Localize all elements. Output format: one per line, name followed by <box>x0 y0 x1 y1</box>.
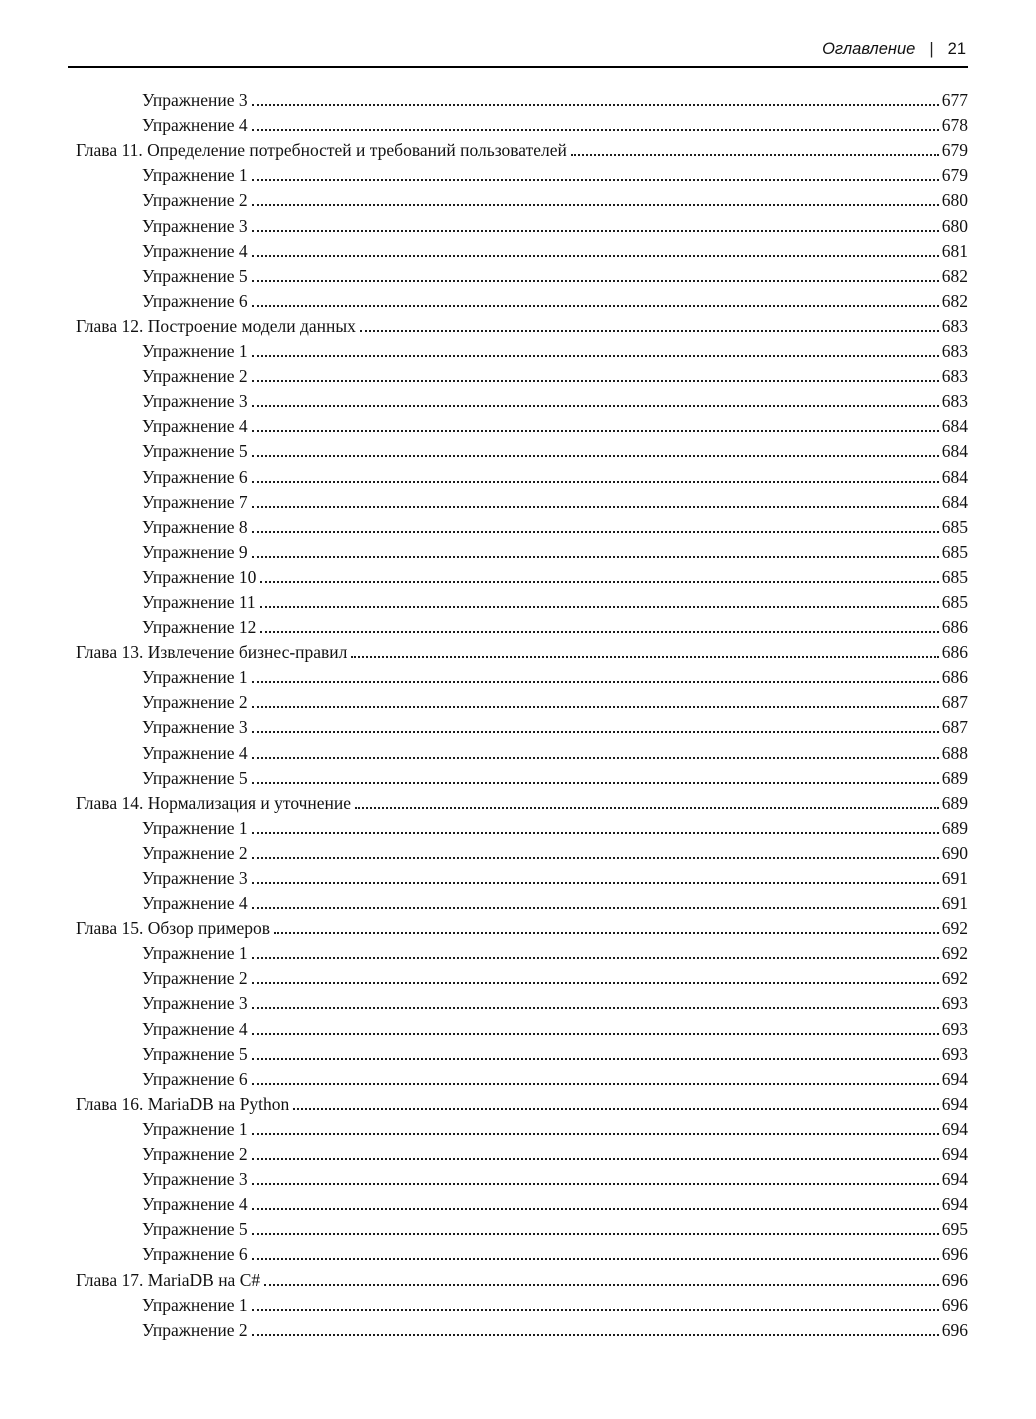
toc-entry-page: 694 <box>941 1169 968 1190</box>
header-separator: | <box>929 40 934 58</box>
toc-entry-page: 685 <box>941 566 968 587</box>
toc-entry-page: 693 <box>941 993 968 1014</box>
toc-entry-label: Упражнение 1 <box>142 943 248 964</box>
toc-entry <box>68 939 968 964</box>
toc-entry-label: Упражнение 1 <box>142 667 248 688</box>
toc-leader-dots <box>252 531 939 533</box>
toc-entry <box>68 362 968 387</box>
toc-entry-page: 692 <box>941 968 968 989</box>
toc-entry-page: 687 <box>941 692 968 713</box>
toc-entry <box>68 1215 968 1240</box>
toc-leader-dots <box>252 1158 939 1160</box>
toc-entry <box>68 262 968 287</box>
toc-leader-dots <box>571 154 939 156</box>
toc-entry-label: Упражнение 1 <box>142 1118 248 1139</box>
toc-entry <box>68 889 968 914</box>
toc-entry-page: 681 <box>941 240 968 261</box>
toc-leader-dots <box>252 1208 939 1210</box>
toc-leader-dots <box>252 1183 939 1185</box>
toc-entry <box>68 1090 968 1115</box>
toc-entry-label: Упражнение 4 <box>142 1018 248 1039</box>
toc-entry-label: Упражнение 10 <box>142 566 257 587</box>
toc-entry-page: 683 <box>941 391 968 412</box>
toc-entry-page: 685 <box>941 591 968 612</box>
toc-entry <box>68 387 968 412</box>
toc-entry <box>68 1190 968 1215</box>
toc-leader-dots <box>252 1007 939 1009</box>
toc-entry-label: Упражнение 3 <box>142 90 248 111</box>
toc-leader-dots <box>252 305 939 307</box>
toc-entry-label: Упражнение 1 <box>142 817 248 838</box>
header-rule <box>68 66 968 68</box>
toc-entry-page: 683 <box>941 315 968 336</box>
toc-leader-dots <box>252 230 939 232</box>
toc-leader-dots <box>252 1258 939 1260</box>
toc-entry <box>68 1014 968 1039</box>
toc-entry-label: Упражнение 1 <box>142 165 248 186</box>
toc-entry <box>68 864 968 889</box>
toc-entry-page: 694 <box>941 1093 968 1114</box>
toc-entry <box>68 312 968 337</box>
toc-entry-page: 693 <box>941 1043 968 1064</box>
toc-entry <box>68 237 968 262</box>
toc-leader-dots <box>252 882 939 884</box>
toc-entry-label: Глава 13. Извлечение бизнес-правил <box>76 642 348 663</box>
header-title: Оглавление <box>822 40 916 58</box>
toc-entry <box>68 488 968 513</box>
toc-entry <box>68 1316 968 1341</box>
toc-entry-page: 684 <box>941 466 968 487</box>
toc-entry-label: Упражнение 2 <box>142 190 248 211</box>
toc-leader-dots <box>252 706 939 708</box>
toc-entry-page: 688 <box>941 742 968 763</box>
toc-entry-page: 684 <box>941 416 968 437</box>
toc-entry-label: Упражнение 2 <box>142 842 248 863</box>
toc-entry-page: 680 <box>941 215 968 236</box>
toc-entry-label: Упражнение 6 <box>142 1244 248 1265</box>
toc-leader-dots <box>252 1309 939 1311</box>
toc-entry-label: Упражнение 1 <box>142 1294 248 1315</box>
toc-leader-dots <box>252 857 939 859</box>
toc-leader-dots <box>252 556 939 558</box>
toc-leader-dots <box>252 832 939 834</box>
toc-entry <box>68 161 968 186</box>
toc-leader-dots <box>252 1133 939 1135</box>
toc-entry <box>68 1240 968 1265</box>
toc-entry-page: 686 <box>941 642 968 663</box>
toc-leader-dots <box>252 280 939 282</box>
toc-entry <box>68 538 968 563</box>
toc-entry-label: Упражнение 2 <box>142 692 248 713</box>
toc-entry-page: 677 <box>941 90 968 111</box>
toc-leader-dots <box>252 430 939 432</box>
toc-entry-label: Упражнение 6 <box>142 466 248 487</box>
toc-entry-label: Упражнение 5 <box>142 1219 248 1240</box>
toc-entry-label: Упражнение 4 <box>142 240 248 261</box>
toc-entry-page: 684 <box>941 491 968 512</box>
toc-entry <box>68 839 968 864</box>
toc-entry <box>68 989 968 1014</box>
toc-entry <box>68 1065 968 1090</box>
toc-entry-page: 685 <box>941 541 968 562</box>
toc-leader-dots <box>351 656 938 658</box>
toc-entry-label: Глава 16. MariaDB на Python <box>76 1093 290 1114</box>
page-header <box>68 40 968 59</box>
toc-entry-page: 682 <box>941 265 968 286</box>
toc-entry <box>68 111 968 136</box>
toc-entry-page: 682 <box>941 290 968 311</box>
toc-entry-label: Упражнение 6 <box>142 1068 248 1089</box>
toc-entry-page: 694 <box>941 1194 968 1215</box>
toc-entry-label: Глава 15. Обзор примеров <box>76 918 271 939</box>
toc-entry <box>68 764 968 789</box>
toc-entry-label: Упражнение 3 <box>142 1169 248 1190</box>
toc-entry-label: Упражнение 5 <box>142 767 248 788</box>
toc-leader-dots <box>252 1334 939 1336</box>
toc-entry-label: Упражнение 3 <box>142 391 248 412</box>
toc-entry-page: 686 <box>941 617 968 638</box>
toc-entry <box>68 211 968 236</box>
toc-entry-page: 689 <box>941 817 968 838</box>
toc-entry-label: Упражнение 4 <box>142 1194 248 1215</box>
toc-leader-dots <box>252 355 939 357</box>
toc-entry <box>68 814 968 839</box>
toc-entry <box>68 1165 968 1190</box>
toc-leader-dots <box>252 255 939 257</box>
toc-entry <box>68 1115 968 1140</box>
toc-entry-page: 680 <box>941 190 968 211</box>
toc-leader-dots <box>252 1083 939 1085</box>
toc-entry <box>68 437 968 462</box>
toc-list <box>68 86 968 1341</box>
toc-entry <box>68 738 968 763</box>
toc-leader-dots <box>252 782 939 784</box>
toc-entry <box>68 613 968 638</box>
toc-entry-page: 696 <box>941 1319 968 1340</box>
toc-entry <box>68 337 968 362</box>
toc-entry-label: Упражнение 2 <box>142 366 248 387</box>
toc-leader-dots <box>260 631 938 633</box>
toc-entry-page: 686 <box>941 667 968 688</box>
toc-entry <box>68 513 968 538</box>
toc-leader-dots <box>252 380 939 382</box>
toc-entry-label: Упражнение 3 <box>142 993 248 1014</box>
toc-entry <box>68 713 968 738</box>
toc-leader-dots <box>252 907 939 909</box>
toc-entry-label: Глава 11. Определение потребностей и требований пользователей <box>76 140 567 161</box>
toc-entry-page: 696 <box>941 1244 968 1265</box>
toc-entry-page: 696 <box>941 1269 968 1290</box>
toc-entry-label: Упражнение 2 <box>142 1144 248 1165</box>
toc-entry <box>68 1265 968 1290</box>
toc-leader-dots <box>252 731 939 733</box>
toc-leader-dots <box>252 179 939 181</box>
toc-entry <box>68 136 968 161</box>
toc-leader-dots <box>355 807 939 809</box>
toc-leader-dots <box>252 204 939 206</box>
header-page-number: 21 <box>947 40 966 58</box>
toc-entry-page: 694 <box>941 1144 968 1165</box>
toc-entry <box>68 1040 968 1065</box>
toc-entry <box>68 663 968 688</box>
toc-entry <box>68 287 968 312</box>
toc-entry-page: 695 <box>941 1219 968 1240</box>
toc-entry <box>68 186 968 211</box>
toc-leader-dots <box>260 581 938 583</box>
toc-entry-label: Упражнение 4 <box>142 742 248 763</box>
toc-entry-label: Глава 12. Построение модели данных <box>76 315 356 336</box>
toc-entry <box>68 1291 968 1316</box>
toc-leader-dots <box>252 1233 939 1235</box>
toc-entry <box>68 789 968 814</box>
toc-entry-label: Упражнение 3 <box>142 717 248 738</box>
toc-entry <box>68 914 968 939</box>
toc-entry-page: 679 <box>941 140 968 161</box>
toc-entry <box>68 412 968 437</box>
toc-entry <box>68 563 968 588</box>
toc-leader-dots <box>264 1284 939 1286</box>
toc-entry-page: 679 <box>941 165 968 186</box>
toc-entry-label: Упражнение 3 <box>142 868 248 888</box>
toc-entry-page: 683 <box>941 366 968 387</box>
toc-leader-dots <box>252 506 939 508</box>
toc-entry-label: Глава 14. Нормализация и уточнение <box>76 792 352 813</box>
toc-entry <box>68 638 968 663</box>
toc-entry-label: Упражнение 4 <box>142 416 248 437</box>
toc-entry-label: Упражнение 7 <box>142 491 248 512</box>
toc-entry-page: 692 <box>941 943 968 964</box>
toc-leader-dots <box>252 104 939 106</box>
toc-entry-label: Упражнение 5 <box>142 1043 248 1064</box>
toc-leader-dots <box>360 330 939 332</box>
toc-entry-label: Упражнение 8 <box>142 516 248 537</box>
toc-entry-label: Упражнение 1 <box>142 341 248 362</box>
toc-entry-label: Упражнение 11 <box>142 591 256 612</box>
toc-entry-label: Упражнение 3 <box>142 215 248 236</box>
toc-leader-dots <box>252 681 939 683</box>
toc-entry-label: Упражнение 6 <box>142 290 248 311</box>
toc-leader-dots <box>260 606 939 608</box>
toc-entry <box>68 1140 968 1165</box>
toc-entry-page: 689 <box>941 767 968 788</box>
toc-entry-label: Упражнение 2 <box>142 968 248 989</box>
toc-entry <box>68 588 968 613</box>
toc-entry-page: 684 <box>941 441 968 462</box>
toc-entry-page: 687 <box>941 717 968 738</box>
toc-entry-page: 678 <box>941 115 968 136</box>
toc-entry-page: 690 <box>941 842 968 863</box>
toc-leader-dots <box>252 1033 939 1035</box>
toc-entry-label: Упражнение 9 <box>142 541 248 562</box>
toc-leader-dots <box>252 405 939 407</box>
toc-entry-page: 685 <box>941 516 968 537</box>
toc-entry <box>68 688 968 713</box>
toc-entry <box>68 462 968 487</box>
toc-entry-label: Упражнение 5 <box>142 265 248 286</box>
toc-entry-label: Упражнение 12 <box>142 617 257 638</box>
toc-entry <box>68 964 968 989</box>
toc-leader-dots <box>252 982 939 984</box>
toc-leader-dots <box>252 481 939 483</box>
toc-leader-dots <box>252 957 939 959</box>
toc-entry-page: 683 <box>941 341 968 362</box>
toc-leader-dots <box>252 1058 939 1060</box>
toc-leader-dots <box>252 757 939 759</box>
toc-entry-page: 694 <box>941 1118 968 1139</box>
toc-entry-page: 694 <box>941 1068 968 1089</box>
toc-entry-page: 692 <box>941 918 968 939</box>
toc-entry-page: 691 <box>941 893 968 914</box>
toc-entry-label: Глава 17. MariaDB на C# <box>76 1269 261 1290</box>
toc-leader-dots <box>252 129 939 131</box>
toc-leader-dots <box>293 1108 938 1110</box>
toc-entry-page: 689 <box>941 792 968 813</box>
toc-entry-page: 691 <box>941 868 968 888</box>
toc-entry-label: Упражнение 2 <box>142 1319 248 1340</box>
toc-entry <box>68 86 968 111</box>
toc-entry-page: 693 <box>941 1018 968 1039</box>
toc-entry-label: Упражнение 4 <box>142 115 248 136</box>
toc-leader-dots <box>274 932 939 934</box>
toc-entry-page: 696 <box>941 1294 968 1315</box>
toc-entry-label: Упражнение 5 <box>142 441 248 462</box>
toc-entry-label: Упражнение 4 <box>142 893 248 914</box>
toc-leader-dots <box>252 455 939 457</box>
